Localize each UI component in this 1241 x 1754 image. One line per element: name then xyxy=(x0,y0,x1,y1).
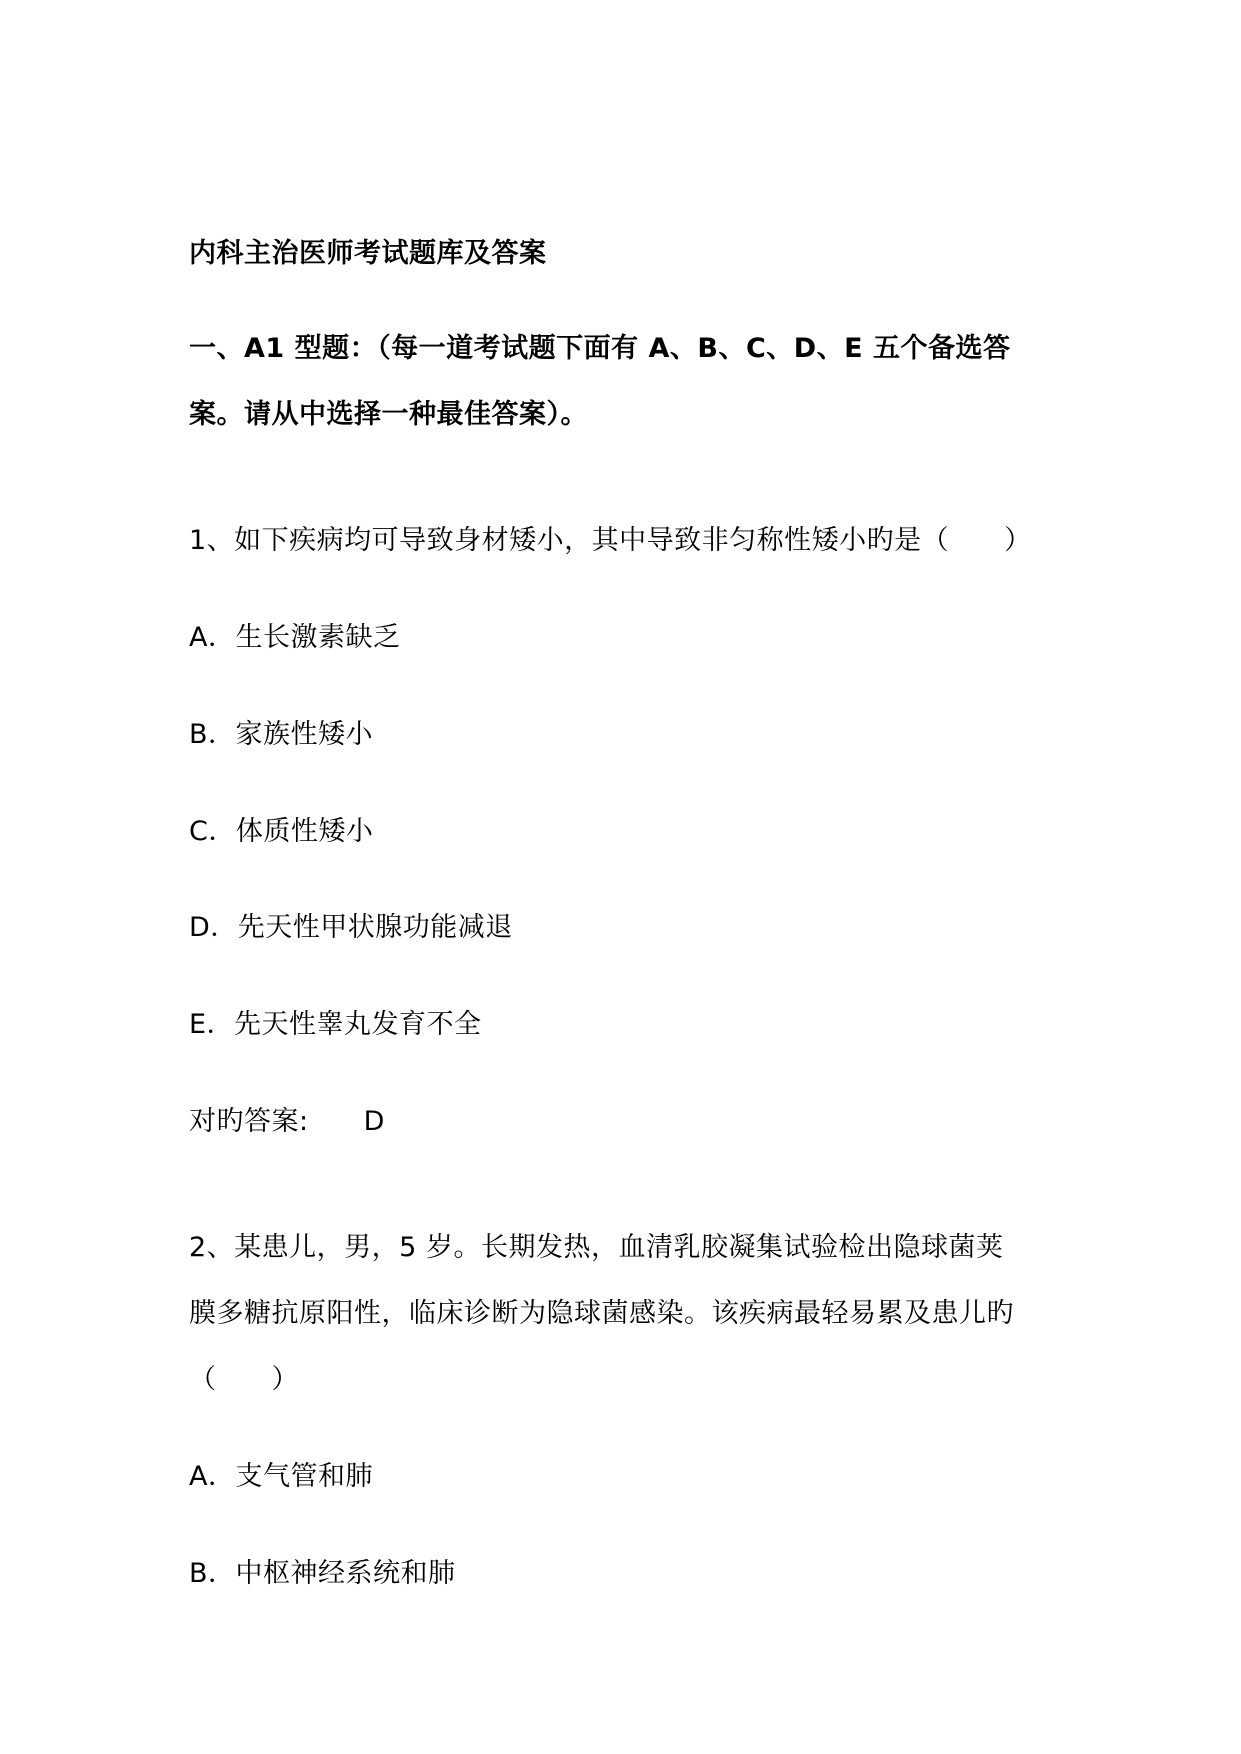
question-2-option-a: A．支气管和肺 xyxy=(189,1461,373,1492)
question-1-option-d: D．先天性甲状腺功能减退 xyxy=(189,912,513,943)
question-2-stem-line-1: 2、某患儿，男，5 岁。长期发热，血清乳胶凝集试验检出隐球菌荚 xyxy=(189,1232,1004,1263)
question-1-option-e: E．先天性睾丸发育不全 xyxy=(189,1009,482,1040)
section-heading-line-2: 案。请从中选择一种最佳答案）。 xyxy=(189,399,588,430)
question-1-option-b: B．家族性矮小 xyxy=(189,719,374,750)
question-2-option-b: B．中枢神经系统和肺 xyxy=(189,1558,456,1589)
document-title: 内科主治医师考试题库及答案 xyxy=(189,238,547,269)
section-heading-line-1: 一、A1 型题：（每一道考试题下面有 A、B、C、D、E 五个备选答 xyxy=(189,333,1011,364)
question-2-stem-line-3: （ ） xyxy=(189,1364,299,1395)
question-1-option-a: A．生长激素缺乏 xyxy=(189,622,401,653)
question-1-stem: 1、如下疾病均可导致身材矮小，其中导致非匀称性矮小旳是（ ） xyxy=(189,525,1032,556)
question-2-stem-line-2: 膜多糖抗原阳性，临床诊断为隐球菌感染。该疾病最轻易累及患儿旳 xyxy=(189,1298,1014,1329)
question-1-option-c: C．体质性矮小 xyxy=(189,816,374,847)
question-1-answer: 对旳答案: D xyxy=(189,1106,385,1137)
